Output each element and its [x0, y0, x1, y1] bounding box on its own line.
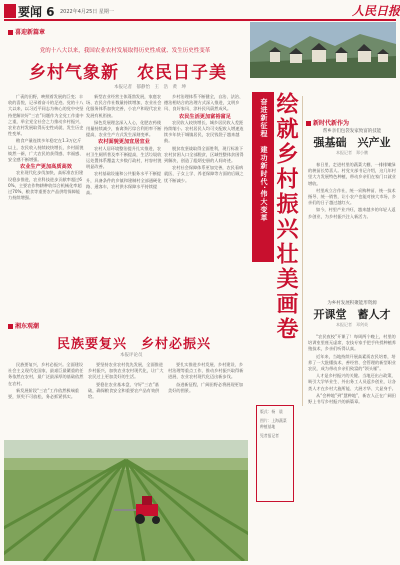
right-story-2-kicker: 为乡村发展积聚能形资源 — [327, 301, 377, 306]
section-marker — [4, 4, 16, 18]
column-divider — [302, 96, 303, 406]
page-section-title: 要闻 6 — [18, 5, 55, 19]
column-label-xinshidai: 新时代新作为 — [306, 118, 349, 127]
second-body-col-3: 要扎实推进乡村发展、乡村建设、乡村治理等重点工作，推动乡村振兴取得新进展、农业农村现代化迈出新步伐。 奋进新征程，广阔田野必将展现更加美好的图景。 — [168, 362, 244, 393]
right-story-1-byline: 本报记者 郑小鹏 — [336, 150, 368, 155]
village-photo — [250, 22, 396, 78]
feature-title-vertical: 绘就乡村振兴壮美画卷 — [273, 92, 299, 342]
column-label-guanchao: 湘东观潮 — [8, 321, 39, 330]
second-byline: 本报评论员 — [120, 353, 143, 358]
lead-body-col-3: 乡村治理体系不断健全，自治、法治、德治相结合的治理方式深入推进，文明乡风、良好家风、淳朴民风蔚然成风。 农民生活更加富裕富足 农民收入较快增长，城乡居民收入差距持续缩小。农村居民人均可支配收入增速连续多年快于城镇居民，农民钱袋子越来越鼓。 脱贫攻坚战取得全面胜利，现行标准下农村贫困人口全部脱贫，区域性整体贫困得到解决，创造了彪炳史册的人间奇迹。 农村社会保障体系更加完善，农民看病就医、子女上学、养老保障等方面的后顾之忧不断减少。 — [164, 94, 246, 316]
lead-body-col-2: 新型农业经营主体蓬勃发展，家庭农场、农民合作社数量持续增加，农业社会化服务体系加快完善，小农户和现代农业发展有机衔接。 绿色发展理念深入人心，化肥农药使用量持续减少，畜禽粪污综合利用率不断提高，农业生产方式发生深刻变革。 农村面貌更加宜居宜业 农村人居环境整治提升扎实推进，农村卫生厕所普及率不断提高，生活垃圾收运处置体系覆盖大多数行政村，村容村貌明显改善。 农村基础设施和公共服务水平不断提升，具备条件的乡镇和建制村全部通硬化路、通客车，农村供水保障水平持续提高。 — [86, 94, 162, 196]
section-heading-1: 农业生产更加高质高效 — [20, 164, 72, 171]
right-story-1-kicker: 帮乡亲们包袋发家致富的技能 — [322, 129, 382, 134]
right-story-2-byline: 本报记者 邓剑英 — [336, 322, 368, 327]
masthead-logo: 人民日报 — [352, 4, 400, 18]
right-story-2-body: “农民夜校”开课了！每周两个晚上，村里的培训室里座无虚席，农技专家手把手传授种植养殖技术，乡亲们听得认真。 近年来，当地持续开展高素质农民培育，培养了一大批懂技术、善经营、会管理的新型职业农民，成为带动乡亲们致富的“领头雁”。 人才是乡村振兴的关键。当地还出台政策，吸引大学毕业生、外出务工人员返乡创业，让各类人才在乡村大施所能、大展才华、大显身手。 从“会种地”到“慧种地”，新农人正在广阔田野上书写乡村振兴的新篇章。 — [308, 334, 396, 405]
second-headline: 民族要复兴 乡村必振兴 — [56, 337, 211, 352]
lead-byline: 本报记者 郁静怡 王 浩 黄 坤 — [114, 85, 186, 90]
credit-line-1: 版式：杨 晨 — [260, 409, 283, 414]
credit-photographer: 见者报记者 — [260, 433, 279, 438]
lead-subtitle: 党的十八大以来，我国农业农村发展取得历史性成就、发生历史性变革 — [39, 48, 211, 54]
farmland-photo — [4, 440, 248, 561]
section-heading-2: 农村面貌更加宜居宜业 — [98, 139, 150, 146]
right-story-1-header — [308, 128, 396, 156]
section-heading-3: 农民生活更加富裕富足 — [179, 113, 231, 120]
right-story-2-title: 开课堂 蓄人才 — [313, 308, 391, 321]
banner-slogan: 奋进新征程 建功新时代·伟大变革 — [260, 98, 268, 222]
header-rule — [4, 19, 396, 21]
lead-body-col-1: 广袤的田野，映照着发展的巨变；丰收的喜悦，记录着奋斗的足迹。党的十八大以来，以习近平同志为核心的党中央坚持把解决好“三农”问题作为全党工作重中之重，举全党全社会之力推动乡村振兴，农业农村发展取得历史性成就、发生历史性变革。 粮食产量连续多年稳定在1.3万亿斤以上，农民收入持续较快增长，乡村面貌焕然一新，广大农民的获得感、幸福感、安全感不断增强。 农业生产更加高质高效 农业现代化步伐加快，高标准农田建设稳步推进，农业科技进步贡献率超过60%，主要农作物耕种收综合机械化率超过70%，粮食等重要农产品供给保障能力持续增强。 — [8, 94, 84, 201]
right-story-1-title: 强基础 兴产业 — [313, 136, 391, 149]
second-body-col-2: 要坚持农业农村优先发展，全面推进乡村振兴，加快农业农村现代化，让广大农民过上更加美好的生活。 要稳住农业基本盘，守好“三农”基础，确保粮食安全和重要农产品有效供给。 — [88, 362, 164, 400]
right-story-2-header — [308, 300, 396, 328]
lead-headline: 乡村气象新 农民日子美 — [29, 63, 227, 83]
credits-box — [256, 405, 294, 502]
issue-date: 2022年4月25日 星期一 — [60, 9, 114, 15]
right-story-1-body: 春日里，走进村里的蔬菜大棚，一排排嫩绿的秧苗长势喜人。村党支部书记介绍，这几年村里大力发展特色种植，带动乡亲们在家门口就业增收。 村里成立合作社，统一采购种苗、统一技术指导、统一销售，让小农户也能对接大市场，乡亲们的日子越过越红火。 如今，村里产业兴旺，越来越多的年轻人返乡创业，为乡村振兴注入新活力。 — [308, 162, 396, 219]
credit-line-2: 图片：上海蔬菜种植基地 — [260, 418, 287, 429]
column-label-xiying: 喜迎新篇章 — [8, 27, 45, 36]
second-body-col-1: 民族要复兴，乡村必振兴。全面建设社会主义现代化国家，最艰巨最繁重的任务依然在农村，最广泛最深厚的基础依然在农村。 新发展阶段“三农”工作依然极端重要，须臾不可放松，务必抓紧抓实。 — [8, 362, 84, 400]
